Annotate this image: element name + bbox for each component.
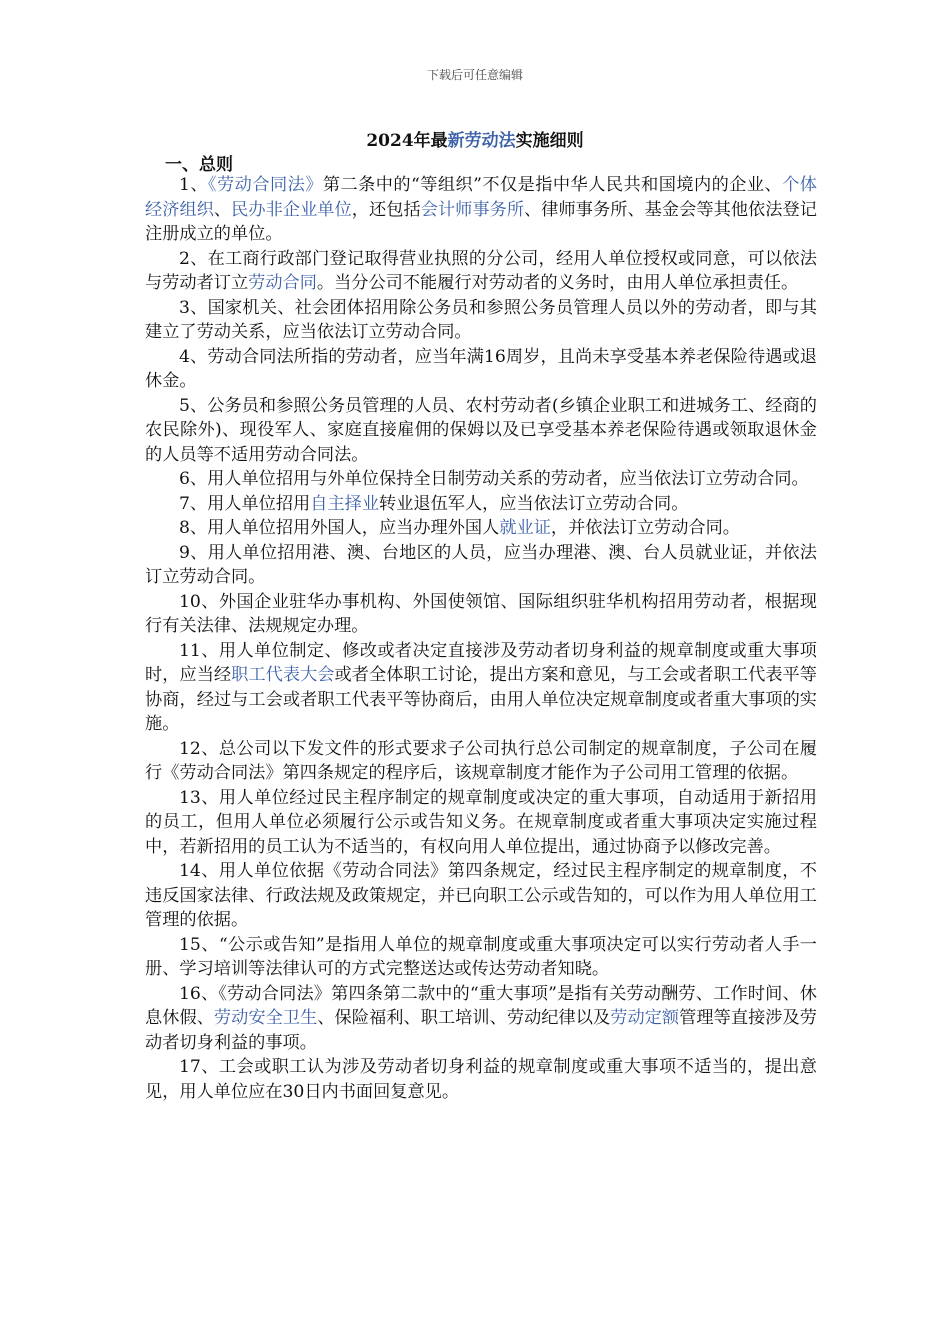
article-paragraph: [145, 541, 817, 590]
paragraph-text: 11、用人单位制定、修改或者决定直接涉及劳动者切身利益的规章制度或重大事项时，应当经: [145, 640, 817, 685]
title-suffix: 实施细则: [515, 131, 584, 151]
paragraph-text: 13、用人单位经过民主程序制定的规章制度或决定的重大事项，自动适用于新招用的员工，但用人单位必须履行公示或告知义务。在规章制度或者重大事项决定实施过程中，若新招用的员工认为不适当的，有权向用人单位提出，通过协商予以修改完善。: [145, 787, 817, 857]
paragraph-text: 16、《劳动合同法》第四条第二款中的“重大事项”是指有关劳动酬劳、工作时间、休息休假、: [145, 983, 817, 1028]
document-body: [145, 173, 817, 1104]
article-paragraph: [145, 247, 817, 296]
article-paragraph: [145, 394, 817, 468]
paragraph-text: 7、用人单位招用: [179, 493, 311, 514]
paragraph-text: 9、用人单位招用港、澳、台地区的人员，应当办理港、澳、台人员就业证，并依法订立劳动合同。: [145, 542, 817, 587]
hyperlink[interactable]: 自主择业: [310, 493, 380, 514]
paragraph-text: 或者全体职工讨论，提出方案和意见，与工会或者职工代表平等协商，经过与工会或者职工代表平等协商后，由用人单位决定规章制度或者重大事项的实施。: [145, 665, 817, 734]
paragraph-text: 管理等直接涉及劳动者切身利益的事项。: [145, 1008, 817, 1053]
hyperlink[interactable]: 劳动安全卫生: [213, 1008, 318, 1028]
paragraph-text: 1、: [179, 175, 209, 195]
header-note: 下载后可任意编辑: [426, 68, 523, 82]
article-paragraph: [145, 639, 817, 737]
paragraph-text: 4、劳动合同法所指的劳动者，应当年满16周岁，且尚未享受基本养老保险待遇或退休金。: [145, 346, 817, 391]
paragraph-text: ，还包括: [351, 199, 421, 220]
article-paragraph: [145, 492, 817, 517]
paragraph-text: 第二条中的“等组织”不仅是指中华人民共和国境内的企业、: [322, 175, 783, 195]
hyperlink[interactable]: 劳动定额: [610, 1008, 680, 1028]
paragraph-text: 6、用人单位招用与外单位保持全日制劳动关系的劳动者，应当依法订立劳动合同。: [179, 469, 809, 489]
article-paragraph: [145, 933, 817, 982]
paragraph-text: 12、总公司以下发文件的形式要求子公司执行总公司制定的规章制度，子公司在履行《劳动合同法》第四条规定的程序后，该规章制度才能作为子公司用工管理的依据。: [145, 738, 817, 783]
article-paragraph: [145, 982, 817, 1056]
paragraph-text: 、: [213, 199, 232, 220]
hyperlink[interactable]: 《劳动合同法》: [208, 175, 323, 195]
paragraph-text: 、保险福利、职工培训、劳动纪律以及: [317, 1008, 611, 1028]
paragraph-text: 、律师事务所、基金会等其他依法登记注册成立的单位。: [145, 199, 817, 244]
article-paragraph: [145, 173, 817, 247]
article-paragraph: [145, 467, 817, 492]
hyperlink[interactable]: 劳动合同: [248, 273, 317, 293]
paragraph-text: 10、外国企业驻华办事机构、外国使领馆、国际组织驻华机构招用劳动者，根据现行有关法律、法规规定办理。: [145, 591, 817, 636]
article-paragraph: [145, 296, 817, 345]
paragraph-text: 2、在工商行政部门登记取得营业执照的分公司，经用人单位授权或同意，可以依法与劳动者订立: [145, 248, 817, 293]
paragraph-text: 。当分公司不能履行对劳动者的义务时，由用人单位承担责任。: [316, 273, 799, 293]
article-paragraph: [145, 516, 817, 541]
article-paragraph: [145, 737, 817, 786]
section-heading: 一、总则: [165, 155, 233, 175]
hyperlink[interactable]: 个体经济组织: [145, 175, 817, 220]
paragraph-text: 14、用人单位依据《劳动合同法》第四条规定，经过民主程序制定的规章制度，不违反国家法律、行政法规及政策规定，并已向职工公示或告知的，可以作为用人单位用工管理的依据。: [145, 861, 817, 930]
hyperlink[interactable]: 职工代表大会: [231, 665, 335, 685]
article-paragraph: [145, 345, 817, 394]
document-title: [0, 126, 950, 151]
paragraph-text: 8、用人单位招用外国人，应当办理外国人: [179, 518, 500, 538]
paragraph-text: 5、公务员和参照公务员管理的人员、农村劳动者(乡镇企业职工和进城务工、经商的农民除外)、现役军人、家庭直接雇佣的保姆以及已享受基本养老保险待遇或领取退休金的人员等不适用劳动合同法。: [145, 395, 817, 465]
paragraph-text: ，并依法订立劳动合同。: [550, 518, 740, 538]
hyperlink[interactable]: 就业证: [499, 518, 551, 538]
hyperlink[interactable]: 会计师事务所: [420, 199, 525, 220]
paragraph-text: 15、“公示或告知”是指用人单位的规章制度或重大事项决定可以实行劳动者人手一册、学习培训等法律认可的方式完整送达或传达劳动者知晓。: [145, 934, 817, 979]
article-paragraph: [145, 590, 817, 639]
paragraph-text: 17、工会或职工认为涉及劳动者切身利益的规章制度或重大事项不适当的，提出意见，用人单位应在30日内书面回复意见。: [145, 1057, 817, 1102]
article-paragraph: [145, 859, 817, 933]
paragraph-text: 3、国家机关、社会团体招用除公务员和参照公务员管理人员以外的劳动者，即与其建立了劳动关系，应当依法订立劳动合同。: [145, 297, 817, 342]
title-highlight: 新劳动法: [447, 131, 516, 151]
article-paragraph: [145, 786, 817, 860]
article-paragraph: [145, 1055, 817, 1104]
paragraph-text: 转业退伍军人，应当依法订立劳动合同。: [379, 493, 689, 514]
title-prefix: 2024年最: [366, 131, 448, 151]
hyperlink[interactable]: 民办非企业单位: [231, 199, 352, 220]
